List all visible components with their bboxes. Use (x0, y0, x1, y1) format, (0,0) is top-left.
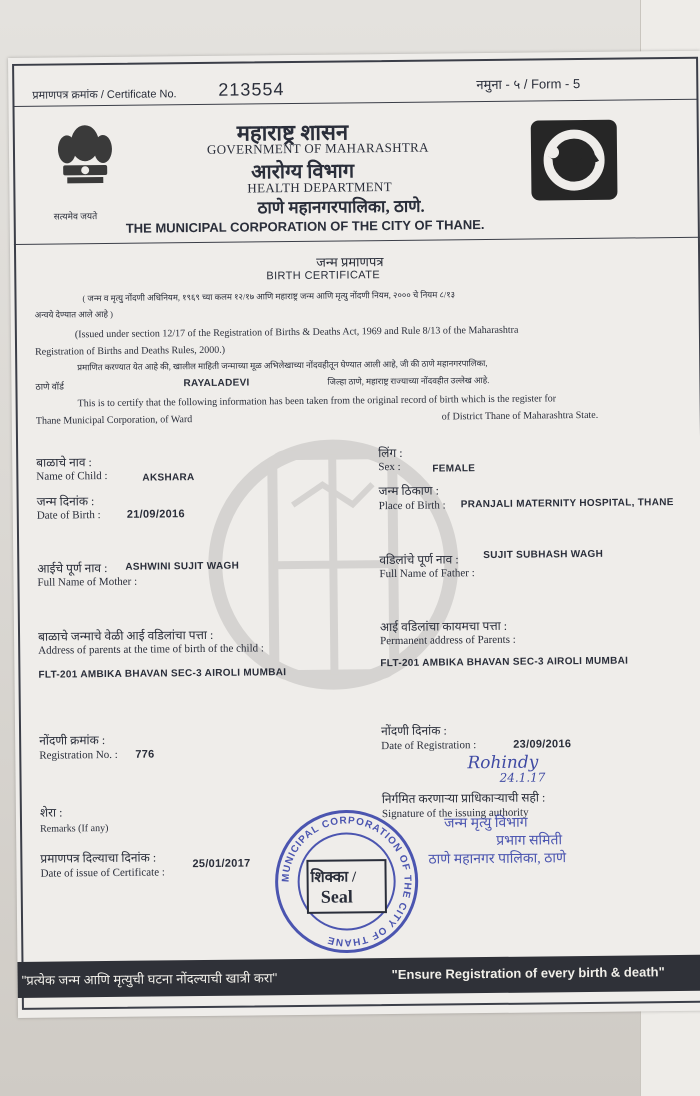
form-number: नमुना - ५ / Form - 5 (476, 76, 581, 93)
seal-ring-text: MUNICIPAL CORPORATION OF THE CITY OF THANE (280, 815, 413, 948)
national-emblem-icon (53, 121, 118, 206)
father-label-marathi: वडिलांचे पूर्ण नाव : (379, 552, 459, 568)
permanent-address-label-english: Permanent address of Parents : (380, 633, 516, 648)
remarks-label-english: Remarks (If any) (40, 822, 109, 835)
father-name-value: SUJIT SUBHASH WAGH (483, 548, 604, 562)
certificate-no-label: प्रमाणपत्र क्रमांक / Certificate No. (32, 88, 177, 102)
pob-label-marathi: जन्म ठिकाण : (378, 483, 439, 499)
dob-value: 21/09/2016 (126, 508, 185, 521)
intro-english-line2: Registration of Births and Deaths Rules, 2000.) (35, 344, 226, 358)
certify-marathi-line2: जिल्हा ठाणे, महाराष्ट्र राज्याच्या नोंदवहीत उल्लेख आहे. (327, 374, 490, 387)
birth-address-value: FLT-201 AMBIKA BHAVAN SEC-3 AIROLI MUMBAI (38, 667, 287, 681)
registration-date-value: 23/09/2016 (513, 738, 572, 751)
seal-label-marathi: शिक्का / (310, 869, 357, 886)
footer-slogan-marathi: "प्रत्येक जन्म आणि मृत्युची घटना नोंदल्याची खात्री करा" (21, 970, 278, 988)
mother-label-english: Full Name of Mother : (37, 575, 138, 589)
issue-date-value: 25/01/2017 (192, 857, 251, 871)
ward-label-marathi: ठाणे वॉर्ड (35, 381, 64, 392)
issue-date-label-english: Date of issue of Certificate : (40, 866, 165, 880)
registration-date-label-english: Date of Registration : (381, 739, 477, 753)
sex-label-english: Sex : (378, 460, 401, 474)
permanent-address-label-marathi: आई वडिलांचा कायमचा पत्ता : (379, 618, 508, 635)
birth-certificate (8, 51, 700, 1018)
child-name-value: AKSHARA (142, 472, 195, 484)
remarks-label-marathi: शेरा : (39, 805, 63, 820)
permanent-address-value: FLT-201 AMBIKA BHAVAN SEC-3 AIROLI MUMBAI (380, 655, 629, 670)
government-title-english: GOVERNMENT OF MAHARASHTRA (206, 139, 429, 157)
authority-stamp-line3: ठाणे महानगर पालिका, ठाणे (428, 851, 567, 868)
certificate-title-marathi: जन्म प्रमाणपत्र (316, 254, 384, 270)
issuer-label-marathi: निर्गमित करणाऱ्या प्राधिकाऱ्याची सही : (381, 790, 546, 807)
authority-stamp-line1: जन्म मृत्यु विभाग (443, 815, 528, 832)
certify-marathi-line1: प्रमाणित करण्यात येत आहे की, खालील माहिती जन्माच्या मूळ अभिलेखाच्या नोंदवहीतून घेण्यात आली आहे, जी की ठाणे महानगरपालिका, (77, 357, 488, 373)
child-name-label-marathi: बाळाचे नाव : (36, 455, 92, 470)
corporation-name-marathi: ठाणे महानगरपालिका, ठाणे. (257, 196, 425, 218)
footer-slogan-english: "Ensure Registration of every birth & death" (391, 964, 665, 983)
ward-value: RAYALADEVI (183, 377, 250, 390)
dob-label-marathi: जन्म दिनांक : (36, 494, 95, 509)
birth-address-label-marathi: बाळाचे जन्माचे वेळी आई वडिलांचा पत्ता : (37, 627, 214, 644)
seal-label-english: Seal (320, 886, 353, 907)
signature-date: 24.1.17 (499, 770, 546, 785)
registration-date-label-marathi: नोंदणी दिनांक : (380, 723, 447, 739)
mother-label-marathi: आईचे पूर्ण नाव : (37, 560, 108, 576)
birth-address-label-english: Address of parents at the time of birth of the child : (38, 642, 265, 657)
department-title-marathi: आरोग्य विभाग (251, 160, 355, 184)
father-label-english: Full Name of Father : (379, 567, 475, 581)
pob-label-english: Place of Birth : (378, 499, 446, 513)
authority-stamp-line2: प्रभाग समिती (496, 833, 563, 849)
sex-label-marathi: लिंग : (378, 445, 403, 461)
government-title-marathi: महाराष्ट्र शासन (236, 119, 349, 146)
emblem-motto: सत्यमेव जयते (53, 211, 98, 222)
registration-no-label-english: Registration No. : (39, 748, 118, 762)
intro-marathi-line1: ( जन्म व मृत्यु नोंदणी अधिनियम, १९६९ च्या कलम १२/१७ आणि महाराष्ट्र जन्म आणि मृत्यु नोंदणी नियम, २००० चे नियम ८/१३ (82, 289, 456, 304)
handwritten-signature: Rohindy (467, 752, 539, 774)
issue-date-label-marathi: प्रमाणपत्र दिल्याचा दिनांक : (40, 850, 157, 866)
footer-banner (17, 955, 700, 998)
registration-no-value: 776 (135, 748, 155, 761)
corporation-name-english: THE MUNICIPAL CORPORATION OF THE CITY OF THANE. (125, 217, 485, 236)
certify-english-line3: of District Thane of Maharashtra State. (441, 409, 599, 423)
intro-marathi-line2: अन्वये देण्यात आले आहे ) (34, 308, 113, 320)
dob-label-english: Date of Birth : (36, 509, 101, 522)
corporation-logo-icon (529, 118, 620, 203)
child-name-label-english: Name of Child : (36, 469, 108, 483)
mother-name-value: ASHWINI SUJIT WAGH (125, 560, 240, 573)
certificate-title-english: BIRTH CERTIFICATE (266, 269, 381, 283)
certificate-no-value: 213554 (218, 79, 285, 100)
registration-no-label-marathi: नोंदणी क्रमांक : (39, 733, 106, 748)
certify-english-line2: Thane Municipal Corporation, of Ward (35, 414, 193, 427)
sex-value: FEMALE (432, 463, 476, 475)
certify-english-line1: This is to certify that the following information has been taken from the original record of birth which is the register for (77, 393, 557, 410)
issuer-label-english: Signature of the issuing authority (381, 806, 529, 821)
intro-english-line1: (Issued under section 12/17 of the Registration of Births & Deaths Act, 1969 and Rule 8/13 of the Maharashtra (74, 324, 519, 341)
pob-value: PRANJALI MATERNITY HOSPITAL, THANE (460, 497, 674, 511)
department-title-english: HEALTH DEPARTMENT (247, 178, 393, 196)
